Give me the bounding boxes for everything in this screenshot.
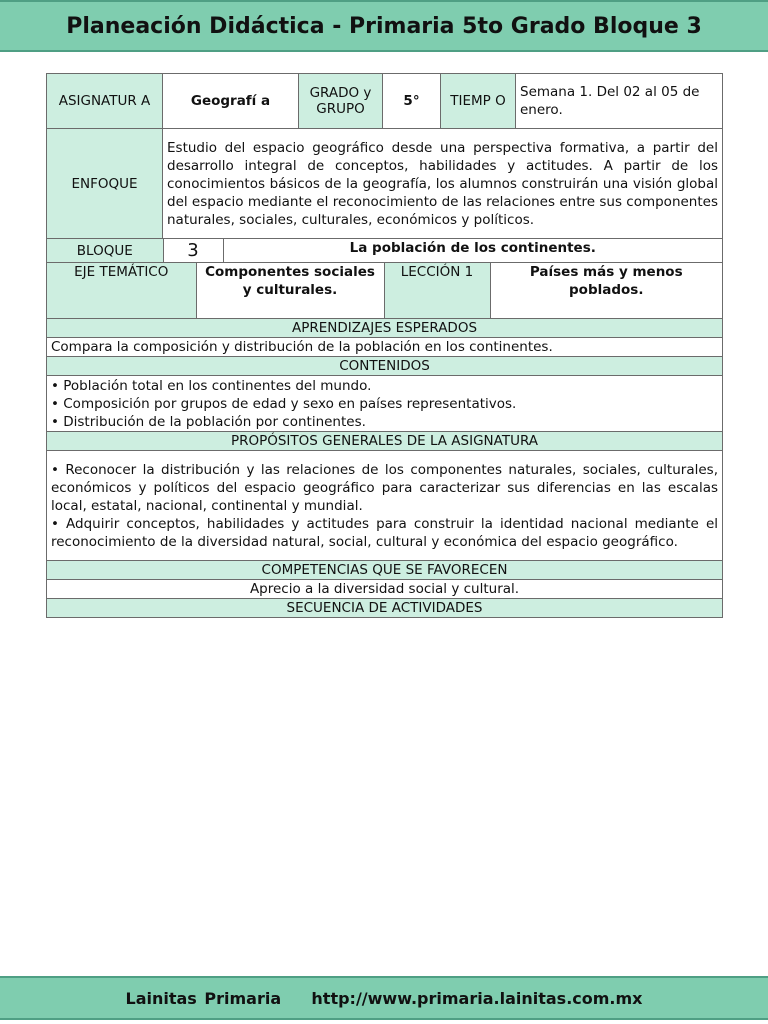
tiempo-label: TIEMP O — [441, 74, 516, 129]
list-item: • Reconocer la distribución y las relaciones de los componentes naturales, sociales, culturales, económicos y políticos del espacio geográfico para caracterizar sus diferencias en las escalas local, estatal, nacional, continental y mundial. — [51, 461, 718, 514]
propositos-list — [47, 451, 723, 561]
competencias-text: Aprecio a la diversidad social y cultural. — [47, 580, 723, 599]
page-title: Planeación Didáctica - Primaria 5to Grado Bloque 3 — [66, 13, 702, 39]
enfoque-label: ENFOQUE — [47, 129, 163, 239]
eje-label: EJE TEMÁTICO — [47, 263, 196, 318]
list-item: • Composición por grupos de edad y sexo en países representativos. — [51, 395, 517, 412]
asignatura-value: Geografí a — [163, 74, 299, 129]
secuencia-heading: SECUENCIA DE ACTIVIDADES — [47, 599, 723, 618]
enfoque-text: Estudio del espacio geográfico desde una perspectiva formativa, a partir del desarrollo integral de conceptos, habilidades y actitudes. A partir de los conocimientos básicos de la geografía, los alumnos construirán una visión global del espacio mediante el reconocimiento de las relaciones entre sus componentes naturales, sociales, culturales, económicos y políticos. — [163, 129, 723, 239]
subject-row — [47, 74, 723, 129]
contenidos-list — [47, 376, 723, 432]
tiempo-value: Semana 1. Del 02 al 05 de enero. — [516, 74, 723, 129]
leccion-value: Países más y menos poblados. — [490, 263, 722, 318]
grado-value: 5° — [383, 74, 441, 129]
bloque-title: La población de los continentes. — [223, 239, 722, 262]
footer-text: Lainitas Primaria http://www.primaria.lainitas.com.mx — [125, 988, 643, 1008]
bloque-row — [47, 239, 723, 263]
propositos-heading: PROPÓSITOS GENERALES DE LA ASIGNATURA — [47, 432, 723, 451]
asignatura-label: ASIGNATUR A — [47, 74, 163, 129]
header-banner — [0, 0, 768, 52]
aprendizajes-heading: APRENDIZAJES ESPERADOS — [47, 319, 723, 338]
planning-table — [46, 73, 723, 618]
list-item: • Distribución de la población por continentes. — [51, 413, 366, 430]
bloque-label: BLOQUE — [47, 239, 163, 262]
list-item: • Adquirir conceptos, habilidades y actitudes para construir la identidad nacional mediante el reconocimiento de la diversidad natural, social, cultural y económica del espacio geográfico. — [51, 515, 718, 550]
aprendizajes-text: Compara la composición y distribución de la población en los continentes. — [47, 338, 723, 357]
enfoque-row — [47, 129, 723, 239]
eje-row — [47, 263, 723, 319]
grado-label: GRADO y GRUPO — [299, 74, 383, 129]
footer-banner — [0, 976, 768, 1020]
contenidos-heading: CONTENIDOS — [47, 357, 723, 376]
list-item: • Población total en los continentes del mundo. — [51, 377, 372, 394]
leccion-label: LECCIÓN 1 — [384, 263, 490, 318]
bloque-value: 3 — [163, 239, 223, 262]
eje-value: Componentes sociales y culturales. — [196, 263, 384, 318]
competencias-heading: COMPETENCIAS QUE SE FAVORECEN — [47, 561, 723, 580]
